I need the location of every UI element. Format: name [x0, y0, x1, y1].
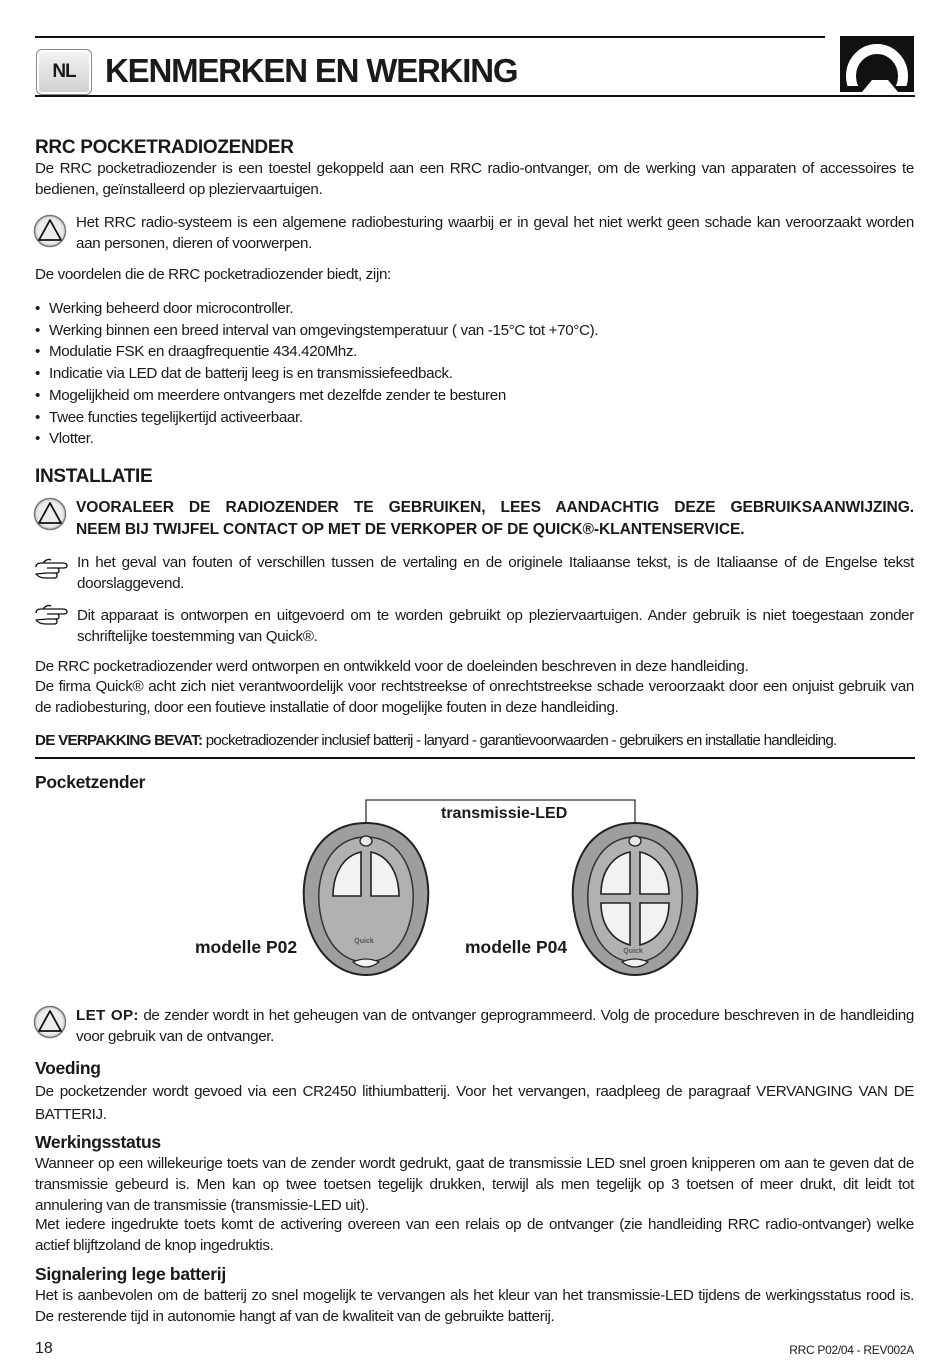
warning-icon [33, 214, 67, 253]
section-heading-installatie: INSTALLATIE [35, 466, 153, 487]
notice-label: LET OP: [76, 1007, 139, 1024]
header-top-rule [35, 36, 825, 38]
rrc-warning-text: Het RRC radio-systeem is een algemene radiobesturing waarbij er in geval het niet werkt geen schade kan veroorzaakt worden aan personen, dieren of voorwerpen. [76, 214, 914, 252]
install-warning [76, 497, 914, 541]
signalering-text: Het is aanbevolen om de batterij zo snel mogelijk te vervangen als het kleur van het transmissie-LED tijdens de werkingsstatus rood is. De resterende tijd in autonomie hangt af van de kwaliteit van de gebruikte batterij. [35, 1287, 914, 1325]
advantages-list [35, 298, 598, 450]
document-code: RRC P02/04 - REV002A [789, 1343, 914, 1357]
install-para-liability: De firma Quick® acht zich niet verantwoordelijk voor rechtstreekse of onrechtstreekse schade veroorzaakt door een onjuist gebruik van de radiobesturing, door een foutieve installatie of door mogelijke fouten in deze handleiding. [35, 678, 914, 716]
note-intended-use: Dit apparaat is ontworpen en uitgevoerd om te worden gebruikt op pleziervaartuigen. Ander gebruik is niet toegestaan zonder schriftelijke toestemming van Quick®. [77, 607, 914, 645]
pointing-hand-icon [33, 603, 71, 634]
remote-p02-icon [304, 823, 429, 975]
list-item: • Mogelijkheid om meerdere ontvangers met dezelfde zender te besturen [35, 385, 598, 407]
package-contents-text: pocketradiozender inclusief batterij - lanyard - garantievoorwaarden - gebruikers en installatie handleiding. [202, 732, 837, 749]
voeding-text: De pocketzender wordt gevoed via een CR2450 lithiumbatterij. Voor het vervangen, raadpleeg de paragraaf VERVANGING VAN DE BATTERIJ. [35, 1083, 914, 1123]
notice-text: de zender wordt in het geheugen van de ontvanger geprogrammeerd. Volg de procedure beschreven in de handleiding voor gebruik van de ontvanger. [76, 1007, 914, 1045]
werkingsstatus-text-2: Met iedere ingedrukte toets komt de activering overeen van een relais op de ontvanger (zie handleiding RRC radio-ontvanger) welke actief blijftzoland de knop ingedruktis. [35, 1216, 914, 1254]
list-item: • Modulatie FSK en draagfrequentie 434.420Mhz. [35, 341, 598, 363]
list-item: • Werking beheerd door microcontroller. [35, 298, 598, 320]
package-contents [35, 730, 915, 751]
list-item: • Werking binnen een breed interval van omgevingstemperatuur ( van -15°C tot +70°C). [35, 320, 598, 342]
install-warning-line2: NEEM BIJ TWIJFEL CONTACT OP MET DE VERKOPER OF DE QUICK®-KLANTENSERVICE. [76, 521, 745, 538]
remote-p04-icon [573, 823, 698, 975]
package-contents-label: DE VERPAKKING BEVAT: [35, 732, 203, 749]
figure-heading: Pocketzender [35, 772, 146, 792]
list-item: • Vlotter. [35, 428, 598, 450]
voeding-heading: Voeding [35, 1058, 101, 1078]
install-warning-line1: VOORALEER DE RADIOZENDER TE GEBRUIKEN, LEES AANDACHTIG DEZE GEBRUIKSAANWIJZING. [76, 499, 914, 516]
werkingsstatus-heading: Werkingsstatus [35, 1132, 161, 1152]
programming-notice [76, 1005, 914, 1047]
install-para-purpose: De RRC pocketradiozender werd ontworpen en ontwikkeld voor de doeleinden beschreven in deze handleiding. [35, 658, 749, 675]
list-item: • Twee functies tegelijkertijd activeerbaar. [35, 407, 598, 429]
note-translation: In het geval van fouten of verschillen tussen de vertaling en de originele Italiaanse tekst, is de Italiaanse of de Engelse tekst doorslaggevend. [77, 554, 914, 592]
led-label: transmissie-LED [441, 805, 568, 822]
language-badge [36, 49, 92, 95]
page-number: 18 [35, 1340, 53, 1357]
signalering-heading: Signalering lege batterij [35, 1264, 226, 1284]
list-item: • Indicatie via LED dat de batterij leeg is en transmissiefeedback. [35, 363, 598, 385]
section-divider [35, 757, 915, 759]
svg-text:Quick: Quick [354, 938, 374, 945]
advantages-intro: De voordelen die de RRC pocketradiozender biedt, zijn: [35, 266, 391, 283]
warning-icon [33, 1005, 67, 1044]
pointing-hand-icon [33, 557, 71, 588]
section-heading-rrc: RRC POCKETRADIOZENDER [35, 137, 294, 158]
rrc-intro-paragraph: De RRC pocketradiozender is een toestel gekoppeld aan een RRC radio-ontvanger, om de werking van apparaten of accessoires te bedienen, geïnstalleerd op pleziervaartuigen. [35, 160, 914, 198]
header-bottom-rule [35, 95, 915, 97]
svg-text:Quick: Quick [623, 948, 643, 955]
quick-logo-icon [840, 36, 914, 92]
model-p02-label: modelle P02 [195, 937, 298, 957]
model-p04-label: modelle P04 [465, 937, 568, 957]
werkingsstatus-text-1: Wanneer op een willekeurige toets van de zender wordt gedrukt, gaat de transmissie LED snel groen knipperen om aan te geven dat de transmissie gebeurd is. Men kan op twee toetsen tegelijk drukken, terwijl als men tegelijk op 3 toetsen of meer drukt, dit leidt tot annulering van de transmissie (transmissie-LED uit). [35, 1155, 914, 1214]
page-title: KENMERKEN EN WERKING [105, 52, 518, 89]
warning-icon [33, 497, 67, 536]
language-badge-label: NL [52, 61, 76, 82]
